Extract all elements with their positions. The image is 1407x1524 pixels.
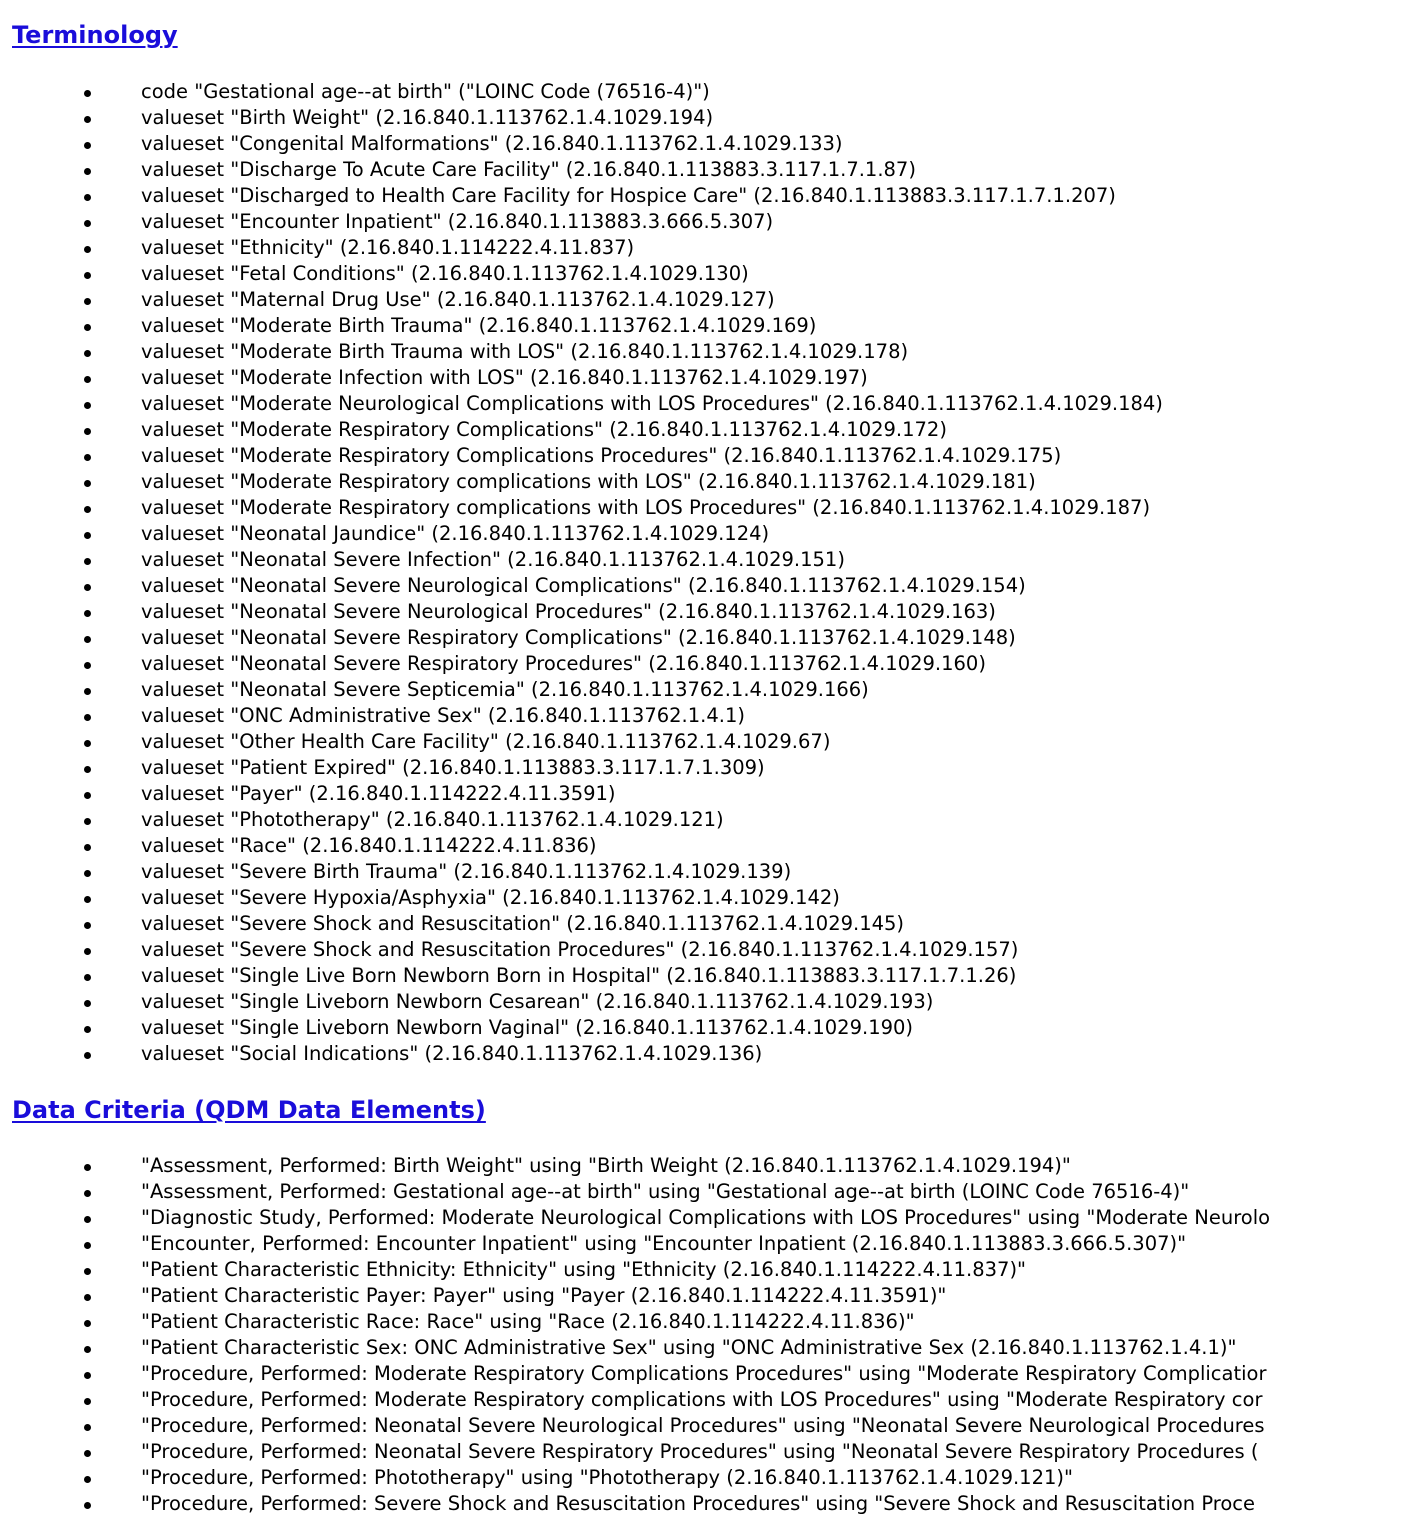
data-criteria-item-text: "Patient Characteristic Race: Race" using "Race (2.16.840.1.114222.4.11.836)"	[141, 1310, 915, 1333]
bullet-icon	[84, 1268, 91, 1275]
bullet-icon	[84, 1052, 91, 1059]
terminology-item	[0, 235, 1407, 261]
bullet-icon	[84, 480, 91, 487]
terminology-item-text: valueset "Congenital Malformations" (2.16.840.1.113762.1.4.1029.133)	[141, 132, 843, 155]
terminology-item	[0, 755, 1407, 781]
bullet-icon	[84, 168, 91, 175]
terminology-item-text: valueset "Neonatal Severe Respiratory Complications" (2.16.840.1.113762.1.4.1029.148)	[141, 626, 1016, 649]
data-criteria-item	[0, 1491, 1407, 1517]
terminology-item	[0, 1015, 1407, 1041]
terminology-item	[0, 885, 1407, 911]
bullet-icon	[84, 1190, 91, 1197]
terminology-item	[0, 729, 1407, 755]
data-criteria-item-text: "Procedure, Performed: Moderate Respiratory complications with LOS Procedures" using "Moderate Respiratory cor	[141, 1388, 1263, 1411]
terminology-item	[0, 651, 1407, 677]
terminology-item-text: valueset "Severe Birth Trauma" (2.16.840.1.113762.1.4.1029.139)	[141, 860, 792, 883]
terminology-item-text: valueset "Ethnicity" (2.16.840.1.114222.4.11.837)	[141, 236, 635, 259]
bullet-icon	[84, 948, 91, 955]
data-criteria-item-text: "Patient Characteristic Sex: ONC Administrative Sex" using "ONC Administrative Sex (2.16.840.1.113762.1.4.1)"	[141, 1336, 1237, 1359]
terminology-item-text: valueset "Neonatal Jaundice" (2.16.840.1.113762.1.4.1029.124)	[141, 522, 770, 545]
data-criteria-item	[0, 1413, 1407, 1439]
terminology-item-text: valueset "Moderate Respiratory complications with LOS Procedures" (2.16.840.1.113762.1.4.1029.187)	[141, 496, 1151, 519]
data-criteria-item-text: "Procedure, Performed: Neonatal Severe Respiratory Procedures" using "Neonatal Severe Respiratory Procedures (	[141, 1440, 1259, 1463]
data-criteria-item-text: "Patient Characteristic Payer: Payer" using "Payer (2.16.840.1.114222.4.11.3591)"	[141, 1284, 947, 1307]
bullet-icon	[84, 194, 91, 201]
terminology-item	[0, 781, 1407, 807]
bullet-icon	[84, 116, 91, 123]
terminology-item	[0, 365, 1407, 391]
bullet-icon	[84, 350, 91, 357]
terminology-item	[0, 183, 1407, 209]
terminology-item-text: valueset "Encounter Inpatient" (2.16.840.1.113883.3.666.5.307)	[141, 210, 774, 233]
data-criteria-item-text: "Assessment, Performed: Gestational age--at birth" using "Gestational age--at birth (LOINC Code 76516-4)"	[141, 1180, 1190, 1203]
terminology-item-text: valueset "ONC Administrative Sex" (2.16.840.1.113762.1.4.1)	[141, 704, 745, 727]
bullet-icon	[84, 272, 91, 279]
bullet-icon	[84, 1320, 91, 1327]
bullet-icon	[84, 610, 91, 617]
terminology-item-text: valueset "Severe Hypoxia/Asphyxia" (2.16.840.1.113762.1.4.1029.142)	[141, 886, 840, 909]
terminology-item-text: valueset "Neonatal Severe Neurological Procedures" (2.16.840.1.113762.1.4.1029.163)	[141, 600, 996, 623]
terminology-item-text: valueset "Neonatal Severe Infection" (2.16.840.1.113762.1.4.1029.151)	[141, 548, 845, 571]
terminology-item-text: valueset "Discharged to Health Care Facility for Hospice Care" (2.16.840.1.113883.3.117.1.7.1.207)	[141, 184, 1116, 207]
terminology-item	[0, 287, 1407, 313]
terminology-item-text: code "Gestational age--at birth" ("LOINC Code (76516-4)")	[141, 80, 710, 103]
bullet-icon	[84, 1216, 91, 1223]
bullet-icon	[84, 1346, 91, 1353]
bullet-icon	[84, 324, 91, 331]
data-criteria-item	[0, 1283, 1407, 1309]
bullet-icon	[84, 766, 91, 773]
terminology-item	[0, 209, 1407, 235]
terminology-item-text: valueset "Neonatal Severe Septicemia" (2.16.840.1.113762.1.4.1029.166)	[141, 678, 869, 701]
terminology-item	[0, 807, 1407, 833]
terminology-item	[0, 937, 1407, 963]
terminology-item	[0, 963, 1407, 989]
terminology-list	[0, 79, 1407, 1067]
terminology-item	[0, 157, 1407, 183]
terminology-item-text: valueset "Moderate Respiratory Complications" (2.16.840.1.113762.1.4.1029.172)	[141, 418, 947, 441]
terminology-item	[0, 1041, 1407, 1067]
terminology-item	[0, 677, 1407, 703]
bullet-icon	[84, 506, 91, 513]
terminology-item-text: valueset "Race" (2.16.840.1.114222.4.11.836)	[141, 834, 597, 857]
terminology-item-text: valueset "Single Liveborn Newborn Cesarean" (2.16.840.1.113762.1.4.1029.193)	[141, 990, 934, 1013]
bullet-icon	[84, 1242, 91, 1249]
terminology-item-text: valueset "Other Health Care Facility" (2.16.840.1.113762.1.4.1029.67)	[141, 730, 831, 753]
terminology-item	[0, 339, 1407, 365]
data-criteria-item-text: "Encounter, Performed: Encounter Inpatient" using "Encounter Inpatient (2.16.840.1.113883.3.666.5.307)"	[141, 1232, 1187, 1255]
terminology-item-text: valueset "Moderate Neurological Complications with LOS Procedures" (2.16.840.1.113762.1.4.1029.184)	[141, 392, 1163, 415]
bullet-icon	[84, 584, 91, 591]
terminology-item-text: valueset "Severe Shock and Resuscitation Procedures" (2.16.840.1.113762.1.4.1029.157)	[141, 938, 1019, 961]
bullet-icon	[84, 1026, 91, 1033]
terminology-item	[0, 105, 1407, 131]
data-criteria-item	[0, 1153, 1407, 1179]
data-criteria-item	[0, 1387, 1407, 1413]
terminology-item-text: valueset "Phototherapy" (2.16.840.1.113762.1.4.1029.121)	[141, 808, 724, 831]
bullet-icon	[84, 922, 91, 929]
bullet-icon	[84, 402, 91, 409]
data-criteria-item	[0, 1465, 1407, 1491]
terminology-item	[0, 521, 1407, 547]
terminology-item-text: valueset "Discharge To Acute Care Facility" (2.16.840.1.113883.3.117.1.7.1.87)	[141, 158, 916, 181]
terminology-item-text: valueset "Maternal Drug Use" (2.16.840.1.113762.1.4.1029.127)	[141, 288, 775, 311]
data-criteria-item-text: "Patient Characteristic Ethnicity: Ethnicity" using "Ethnicity (2.16.840.1.114222.4.11.837)"	[141, 1258, 1027, 1281]
terminology-item-text: valueset "Neonatal Severe Respiratory Procedures" (2.16.840.1.113762.1.4.1029.160)	[141, 652, 986, 675]
data-criteria-heading	[12, 1095, 486, 1125]
bullet-icon	[84, 1476, 91, 1483]
terminology-item-text: valueset "Payer" (2.16.840.1.114222.4.11.3591)	[141, 782, 616, 805]
bullet-icon	[84, 1424, 91, 1431]
data-criteria-item	[0, 1335, 1407, 1361]
bullet-icon	[84, 246, 91, 253]
data-criteria-item	[0, 1361, 1407, 1387]
bullet-icon	[84, 1294, 91, 1301]
terminology-item-text: valueset "Moderate Birth Trauma with LOS" (2.16.840.1.113762.1.4.1029.178)	[141, 340, 909, 363]
data-criteria-item-text: "Assessment, Performed: Birth Weight" using "Birth Weight (2.16.840.1.113762.1.4.1029.194)"	[141, 1154, 1071, 1177]
data-criteria-heading-link[interactable]: Data Criteria (QDM Data Elements)	[12, 1096, 486, 1124]
terminology-item	[0, 261, 1407, 287]
data-criteria-item	[0, 1231, 1407, 1257]
bullet-icon	[84, 740, 91, 747]
bullet-icon	[84, 662, 91, 669]
data-criteria-list	[0, 1153, 1407, 1517]
bullet-icon	[84, 142, 91, 149]
bullet-icon	[84, 558, 91, 565]
terminology-item	[0, 989, 1407, 1015]
bullet-icon	[84, 714, 91, 721]
data-criteria-item-text: "Procedure, Performed: Severe Shock and Resuscitation Procedures" using "Severe Shock and Resuscitation Proce	[141, 1492, 1256, 1515]
data-criteria-item-text: "Procedure, Performed: Neonatal Severe Neurological Procedures" using "Neonatal Severe Neurological Procedures	[141, 1414, 1265, 1437]
bullet-icon	[84, 220, 91, 227]
data-criteria-item-text: "Procedure, Performed: Moderate Respiratory Complications Procedures" using "Moderate Respiratory Complicatior	[141, 1362, 1267, 1385]
bullet-icon	[84, 974, 91, 981]
terminology-item	[0, 573, 1407, 599]
terminology-item-text: valueset "Patient Expired" (2.16.840.1.113883.3.117.1.7.1.309)	[141, 756, 765, 779]
terminology-item	[0, 833, 1407, 859]
terminology-item	[0, 417, 1407, 443]
terminology-item-text: valueset "Moderate Respiratory Complications Procedures" (2.16.840.1.113762.1.4.1029.175)	[141, 444, 1062, 467]
terminology-heading-link[interactable]: Terminology	[12, 21, 178, 49]
data-criteria-item	[0, 1179, 1407, 1205]
data-criteria-item	[0, 1205, 1407, 1231]
data-criteria-item	[0, 1257, 1407, 1283]
terminology-item-text: valueset "Moderate Respiratory complications with LOS" (2.16.840.1.113762.1.4.1029.181)	[141, 470, 1036, 493]
terminology-item	[0, 495, 1407, 521]
terminology-item-text: valueset "Neonatal Severe Neurological Complications" (2.16.840.1.113762.1.4.1029.154)	[141, 574, 1026, 597]
terminology-item-text: valueset "Fetal Conditions" (2.16.840.1.113762.1.4.1029.130)	[141, 262, 749, 285]
bullet-icon	[84, 428, 91, 435]
bullet-icon	[84, 454, 91, 461]
bullet-icon	[84, 688, 91, 695]
bullet-icon	[84, 818, 91, 825]
terminology-item	[0, 703, 1407, 729]
bullet-icon	[84, 636, 91, 643]
terminology-item	[0, 625, 1407, 651]
bullet-icon	[84, 1450, 91, 1457]
bullet-icon	[84, 896, 91, 903]
terminology-item-text: valueset "Moderate Birth Trauma" (2.16.840.1.113762.1.4.1029.169)	[141, 314, 817, 337]
terminology-item-text: valueset "Moderate Infection with LOS" (2.16.840.1.113762.1.4.1029.197)	[141, 366, 868, 389]
terminology-item	[0, 911, 1407, 937]
terminology-item	[0, 859, 1407, 885]
bullet-icon	[84, 1398, 91, 1405]
terminology-item	[0, 599, 1407, 625]
bullet-icon	[84, 792, 91, 799]
bullet-icon	[84, 1372, 91, 1379]
bullet-icon	[84, 1000, 91, 1007]
terminology-item-text: valueset "Birth Weight" (2.16.840.1.113762.1.4.1029.194)	[141, 106, 714, 129]
data-criteria-item	[0, 1309, 1407, 1335]
terminology-item	[0, 79, 1407, 105]
terminology-item	[0, 313, 1407, 339]
data-criteria-item-text: "Diagnostic Study, Performed: Moderate Neurological Complications with LOS Procedures" using "Moderate Neurolo	[141, 1206, 1271, 1229]
terminology-item	[0, 391, 1407, 417]
bullet-icon	[84, 376, 91, 383]
terminology-item	[0, 131, 1407, 157]
data-criteria-item	[0, 1439, 1407, 1465]
bullet-icon	[84, 298, 91, 305]
terminology-item	[0, 547, 1407, 573]
bullet-icon	[84, 532, 91, 539]
bullet-icon	[84, 1164, 91, 1171]
bullet-icon	[84, 870, 91, 877]
terminology-item-text: valueset "Severe Shock and Resuscitation" (2.16.840.1.113762.1.4.1029.145)	[141, 912, 905, 935]
bullet-icon	[84, 1502, 91, 1509]
data-criteria-item-text: "Procedure, Performed: Phototherapy" using "Phototherapy (2.16.840.1.113762.1.4.1029.121)"	[141, 1466, 1073, 1489]
terminology-item	[0, 443, 1407, 469]
terminology-item-text: valueset "Single Live Born Newborn Born in Hospital" (2.16.840.1.113883.3.117.1.7.1.26)	[141, 964, 1017, 987]
terminology-item-text: valueset "Social Indications" (2.16.840.1.113762.1.4.1029.136)	[141, 1042, 763, 1065]
terminology-item	[0, 469, 1407, 495]
bullet-icon	[84, 90, 91, 97]
bullet-icon	[84, 844, 91, 851]
terminology-heading	[12, 20, 178, 50]
terminology-item-text: valueset "Single Liveborn Newborn Vaginal" (2.16.840.1.113762.1.4.1029.190)	[141, 1016, 914, 1039]
